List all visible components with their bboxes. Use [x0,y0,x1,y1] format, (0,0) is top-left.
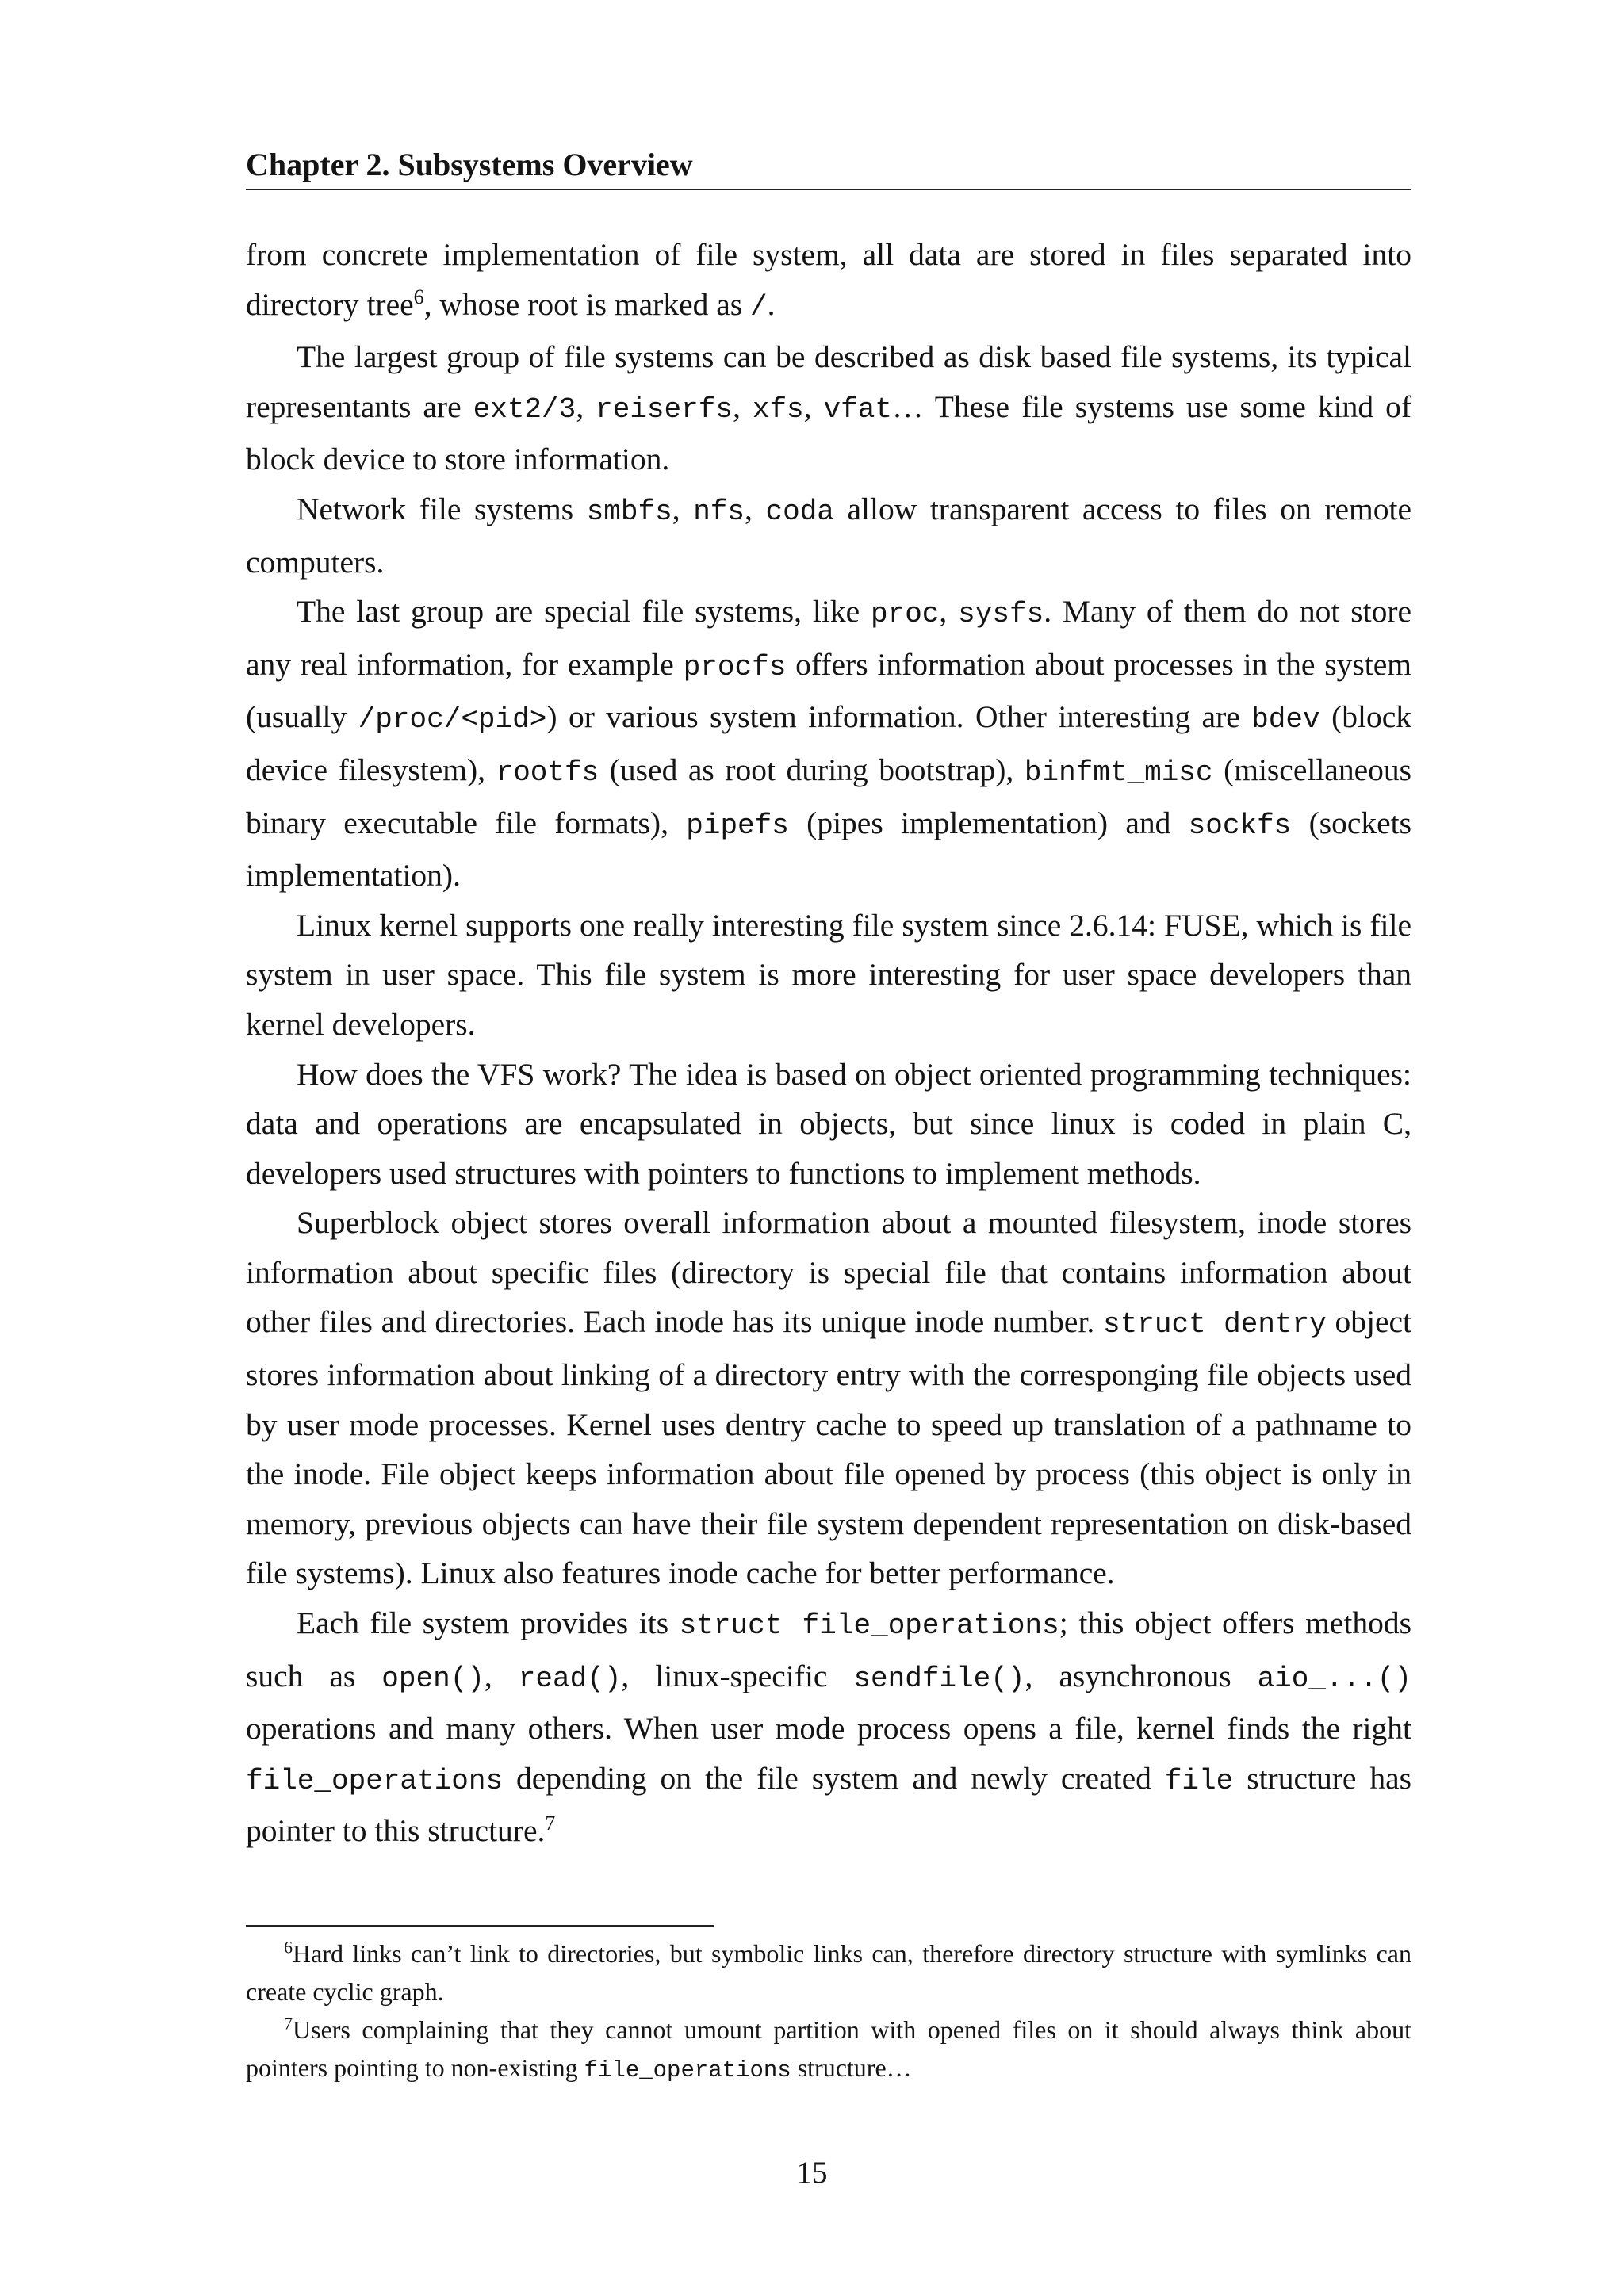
code-pipefs: pipefs [686,809,789,842]
footnotes [246,1934,1411,2090]
code-bdev: bdev [1251,703,1320,737]
paragraph-fuse: Linux kernel supports one really interesting file system since 2.6.14: FUSE, which is file system in user space. This file system is more interesting for user space developers than kernel developers. [246,907,1411,1042]
footnote-rule [246,1925,714,1927]
code-xfs: xfs [752,392,804,426]
code-proc: proc [871,598,940,631]
code-binfmt-misc: binfmt_misc [1024,756,1213,789]
footnote-6: $^6$Hard links can’t link to directories, but symbolic links can, therefore directory structure with symlinks can create cyclic graph. [246,1937,1411,2006]
paragraph-network-fs: Network file systems smbfs, nfs, coda allow transparent access to files on remote computers. [246,491,1412,580]
code-struct-dentry: struct dentry [1103,1308,1327,1341]
code-file-operations: file_operations [246,1764,504,1797]
code-procfs: procfs [683,650,787,683]
paragraph-disk-fs: The largest group of file systems can be described as disk based file systems, its typical representants are ext2/3, reiserfs, xfs, vfat… These file systems use some kind of block device to store information. [246,339,1412,477]
code-footnote-file-operations: file_operations [584,2057,791,2084]
running-header: Chapter 2. Subsystems Overview [246,141,1411,190]
code-sockfs: sockfs [1188,809,1292,842]
page-number: 15 [796,2156,828,2190]
paragraph-file-operations: Each file system provides its struct file_operations; this object offers methods such as open(), read(), linux-specific sendfile(), asynchronous aio_...() operations and many others. When user mode process opens a file, kernel finds the right file_operations depending on the file system and newly created file structure has pointer to this structure.$^7$ [246,1605,1412,1849]
code-smbfs: smbfs [586,495,672,528]
code-struct-file-operations: struct file_operations [679,1609,1059,1643]
footnote-mark-6: 6 [284,1937,293,1957]
code-aio: aio_...() [1257,1662,1412,1695]
footnote-7: $^7$Users complaining that they cannot umount partition with opened files on it should always think about pointers pointing to non-existing file_operations structure… [246,2013,1411,2084]
body-text [246,230,1411,1856]
footnote-mark-7: 7 [284,2013,293,2034]
code-ext: ext2/3 [473,392,576,426]
code-reiserfs: reiserfs [596,392,733,426]
code-open: open() [381,1662,485,1695]
code-root: / [750,290,768,323]
code-sysfs: sysfs [958,598,1044,631]
code-rootfs: rootfs [496,756,599,789]
paragraph-superblock: Superblock object stores overall information about a mounted filesystem, inode stores information about specific files (directory is special file that contains information about other files and directories. Each inode has its unique inode number. struct dentry object stores information about linking of a directory entry with the corresponging file objects used by user mode processes. Kernel uses dentry cache to speed up translation of a pathname to the inode. File object keeps information about file opened by process (this object is only in memory, previous objects can have their file system dependent representation on disk-based file systems). Linux also features inode cache for better performance. [246,1205,1411,1591]
code-file: file [1164,1764,1234,1797]
code-nfs: nfs [693,495,745,528]
paragraph-continuation: from concrete implementation of file system, all data are stored in files separated into directory tree$^6$, whose root is marked as /. [246,237,1411,323]
code-sendfile: sendfile() [853,1662,1025,1695]
footnote-ref-7: 7 [545,1812,556,1835]
code-coda: coda [765,495,834,528]
footnote-ref-6: 6 [413,285,424,308]
code-proc-pid: /proc/<pid> [358,703,547,737]
paragraph-special-fs: The last group are special file systems, like proc, sysfs. Many of them do not store any real information, for example procfs offers information about processes in the system (usually /proc/<pid>) or various system information. Other interesting are bdev (block device filesystem), rootfs (used as root during bootstrap), binfmt_misc (miscellaneous binary executable file formats), pipefs (pipes implementation) and sockfs (sockets implementation). [246,594,1412,894]
code-vfat: vfat [823,392,892,426]
paragraph-vfs-work: How does the VFS work? The idea is based on object oriented programming techniques: data and operations are encapsulated in objects, but since linux is coded in plain C, developers used structures with pointers to functions to implement methods. [246,1056,1411,1191]
code-read: read() [518,1662,622,1695]
